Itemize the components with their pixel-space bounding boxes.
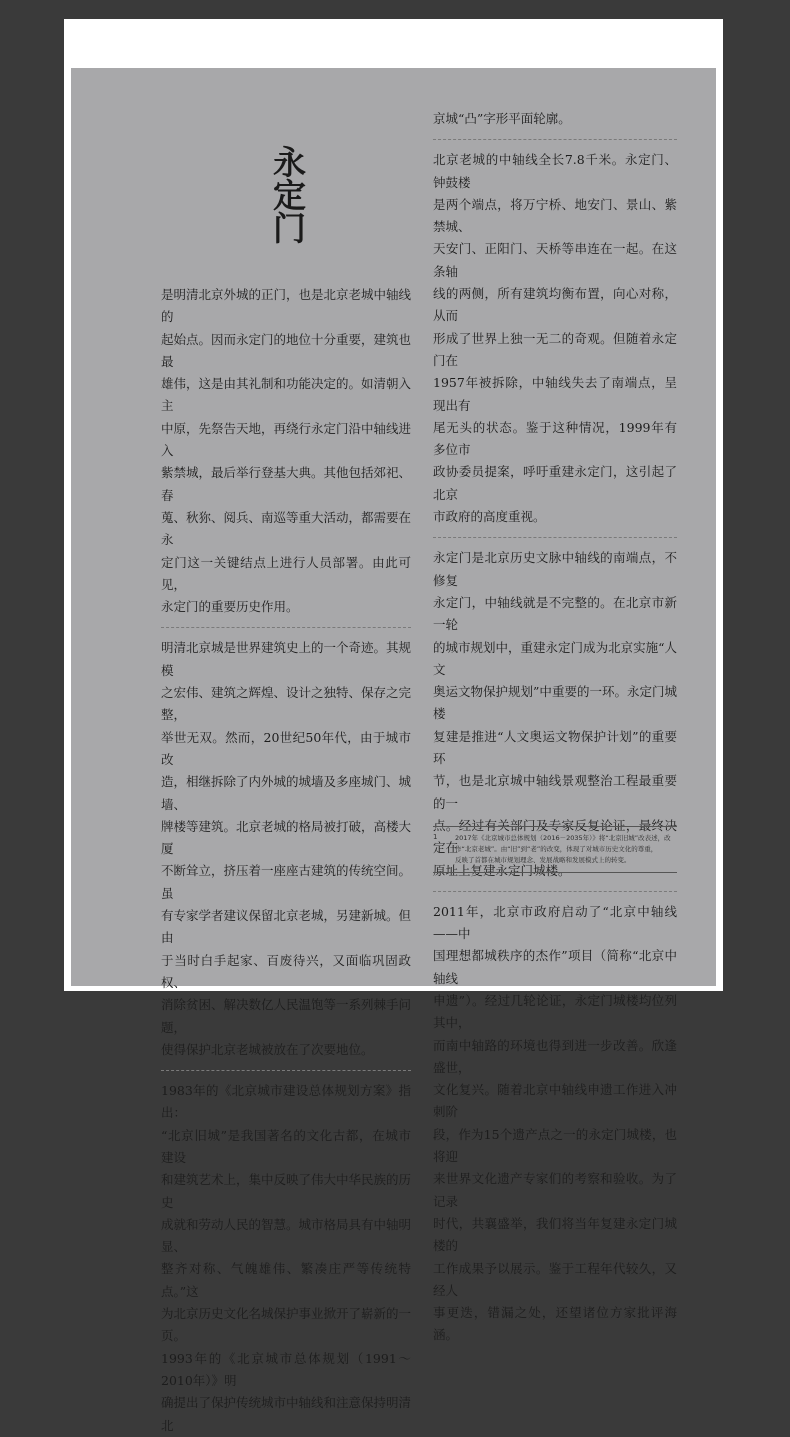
divider xyxy=(161,627,411,628)
divider xyxy=(161,1070,411,1071)
content-panel xyxy=(71,68,716,1433)
paragraph: 永定门是北京历史文脉中轴线的南端点，不修复 永定门，中轴线就是不完整的。在北京市新一轮 的城市规划中，重建永定门成为北京实施“人文 奥运文物保护规划”中重要的一环。永定门城楼 复建是推进“人文奥运文物保护计划”的重要环 节，也是北京城中轴线景观整治工程最重要的一 点。经过有关部门及专家反复论证，最终决定在 原址上复建永定门城楼。 xyxy=(433,550,677,878)
paragraph: 是明清北京外城的正门，也是北京老城中轴线的 起始点。因而永定门的地位十分重要，建筑也最 雄伟，这是由其礼制和功能决定的。如清朝入主 中原，先祭告天地，再绕行永定门沿中轴线进入 紫禁城，最后举行登基大典。其他包括郊祀、春 蒐、秋狝、阅兵、南巡等重大活动，都需要在永 定门这一关键结点上进行人员部署。由此可见， 永定门的重要历史作用。 xyxy=(161,287,412,615)
right-column xyxy=(433,108,677,1347)
footnote-text: 2017年《北京城市总体规划（2016－2035年）》将“北京旧城”改表述，改 作“北京老城”。由“旧”到“老”的改变，体现了对城市历史文化的尊重， 反映了首都在城市规划理念、发展战略和发展模式上的转变。 xyxy=(455,834,671,864)
paragraph: 1983年的《北京城市建设总体规划方案》指出： “北京旧城”是我国著名的文化古都，在城市建设 和建筑艺术上，集中反映了伟大中华民族的历史 成就和劳动人民的智慧。城市格局具有中轴明显、 整齐对称、气魄雄伟、繁凑庄严等传统特点。”这 为北京历史文化名城保护事业掀开了崭新的一页。 1993年的《北京城市总体规划（1991～2010年）》明 确提出了保护传统城市中轴线和注意保持明清北 xyxy=(161,1083,412,1433)
footnote xyxy=(433,826,677,873)
page-sheet xyxy=(64,19,723,1433)
divider xyxy=(433,537,677,538)
divider xyxy=(433,139,677,140)
paragraph: 明清北京城是世界建筑史上的一个奇迹。其规模 之宏伟、建筑之辉煌、设计之独特、保存之完整， 举世无双。然而，20世纪50年代，由于城市改 造，相继拆除了内外城的城墙及多座城门、城墙、 牌楼等建筑。北京老城的格局被打破，高楼大厦 不断耸立，挤压着一座座古建筑的传统空间。虽 有专家学者建议保留北京老城，另建新城。但由 于当时白手起家、百废待兴，又面临巩固政权、 消除贫困、解决数亿人民温饱等一系列棘手问题， 使得保护北京老城被放在了次要地位。 xyxy=(161,640,412,1057)
left-column xyxy=(161,284,411,1437)
paragraph: 京城“凸”字形平面轮廓。 xyxy=(433,111,571,126)
paragraph: 2011年，北京市政府启动了“北京中轴线——中 国理想都城秩序的杰作”项目（简称“北京中轴线 申遗”）。经过几轮论证，永定门城楼均位列其中， 而南中轴路的环境也得到进一步改善。欣逢盛世， 文化复兴。随着北京中轴线申遗工作进入冲刺阶 段，作为15个遗产点之一的永定门城楼，也将迎 来世界文化遗产专家们的考察和验收。为了记录 时代，共襄盛举，我们将当年复建永定门城楼的 工作成果予以展示。鉴于工程年代较久，又经人 事更迭，错漏之处，还望诸位方家批评海涵。 xyxy=(433,903,677,1343)
paragraph: 北京老城的中轴线全长7.8千米。永定门、钟鼓楼 是两个端点，将万宁桥、地安门、景山、紫禁城、 天安门、正阳门、天桥等串连在一起。在这条轴 线的两侧，所有建筑均衡布置，向心对称，从而 形成了世界上独一无二的奇观。但随着永定门在 1957年被拆除，中轴线失去了南端点，呈现出有 尾无头的状态。鉴于这种情况，1999年有多位市 政协委员提案，呼吁重建永定门，这引起了北京 市政府的高度重视。 xyxy=(433,152,677,525)
footnote-number: 1 xyxy=(433,833,438,841)
divider xyxy=(433,891,677,892)
page-title: 永定门 xyxy=(268,145,307,244)
